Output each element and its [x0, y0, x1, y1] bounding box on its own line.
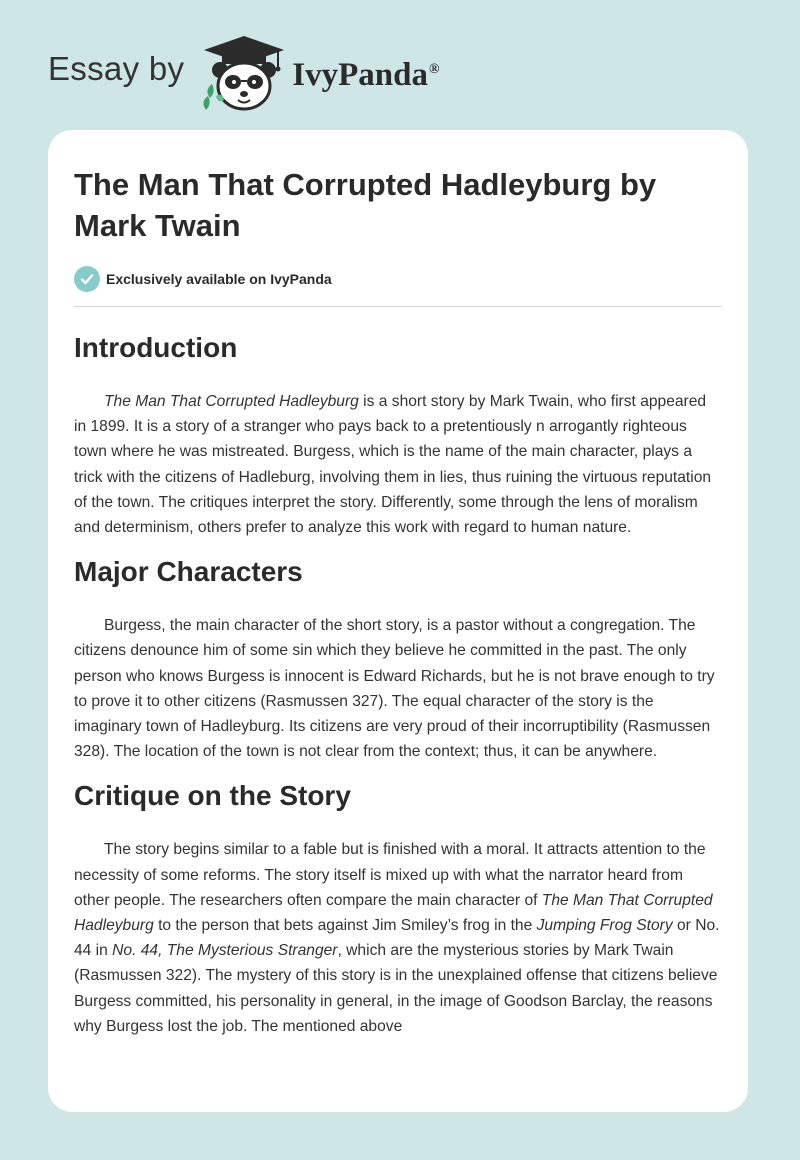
- paragraph-critique: The story begins similar to a fable but is finished with a moral. It attracts attention to the necessity of some reforms. The story itself is mixed up with what the narrator heard from other people. The researchers often compare the main character of The Man That Corrupted Hadleyburg to the person that bets against Jim Smiley’s frog in the Jumping Frog Story or No. 44 in No. 44, The Mysterious Stranger, which are the mysterious stories by Mark Twain (Rasmussen 322). The mystery of this story is in the unexplained offense that citizens believe Burgess committed, his personality in general, in the image of Goodson Barclay, the reasons why Burgess lost the job. The mentioned above: [74, 841, 720, 1035]
- exclusive-badge: [74, 265, 722, 293]
- essay-by-label: Essay by: [48, 50, 185, 87]
- section-heading-major-characters: Major Characters: [74, 556, 303, 588]
- divider: [74, 306, 722, 307]
- paragraph-major-characters: Burgess, the main character of the short story, is a pastor without a congregation. The citizens denounce him of some sin which they believe he committed in the past. The only person who knows Burgess is innocent is Edward Richards, but he is not brave enough to try to prove it to other citizens (Rasmussen 327). The equal character of the story is the imaginary town of Hadleyburg. Its citizens are very proud of their incorruptibility (Rasmussen 328). The location of the town is not clear from the context; thus, it can be anywhere.: [74, 617, 715, 761]
- essay-card: [48, 130, 748, 1112]
- registered-mark: ®: [429, 61, 440, 77]
- ivypanda-logo-icon[interactable]: [198, 34, 290, 112]
- essay-title: The Man That Corrupted Hadleyburg by Mark Twain: [74, 167, 657, 243]
- check-circle-icon: [74, 266, 100, 292]
- exclusive-badge-label: Exclusively available on IvyPanda: [106, 271, 332, 287]
- section-heading-critique: Critique on the Story: [74, 780, 351, 812]
- site-header: [48, 34, 439, 112]
- paragraph-introduction: The Man That Corrupted Hadleyburg is a short story by Mark Twain, who first appeared in 1899. It is a story of a stranger who pays back to a pretentiously n arrogantly righteous town where he was mistreated. Burgess, which is the name of the main character, plays a trick with the citizens of Hadleburg, involving them in lies, thus ruining the virtuous reputation of the town. The critiques interpret the story. Differently, some through the lens of moralism and determinism, others prefer to analyze this work with regard to human nature.: [74, 393, 712, 537]
- brand-name[interactable]: IvyPanda®: [292, 56, 440, 93]
- section-heading-introduction: Introduction: [74, 332, 238, 363]
